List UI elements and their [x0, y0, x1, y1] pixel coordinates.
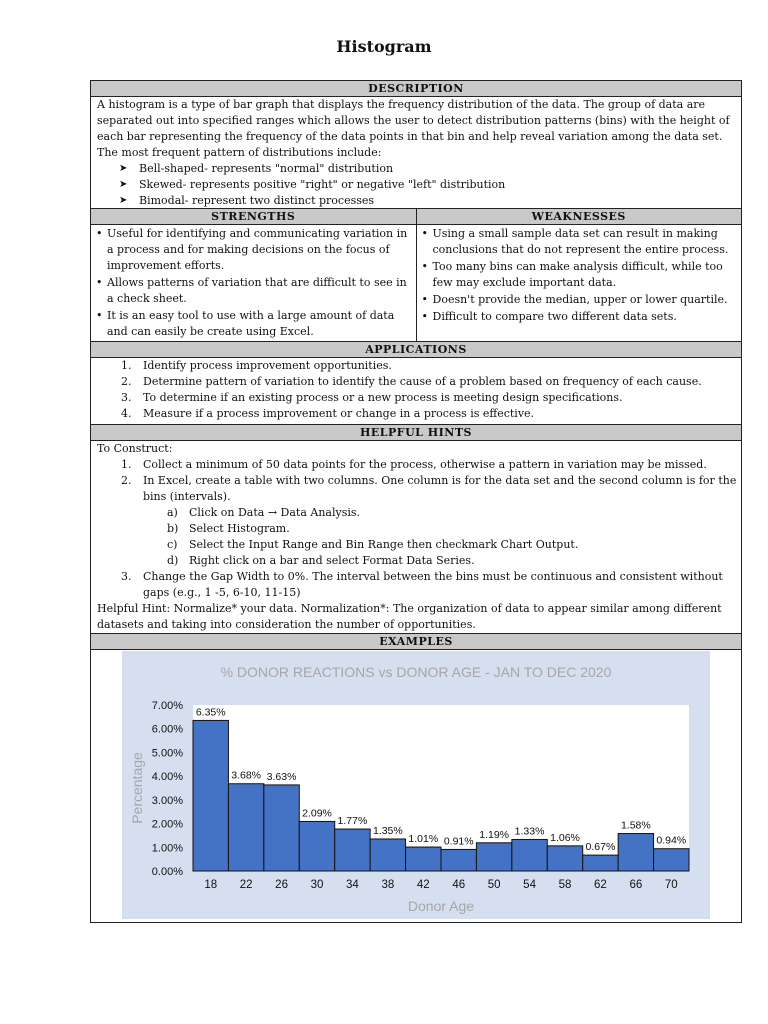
item-number: 2. [121, 375, 132, 388]
bar-value-label: 1.01% [408, 833, 439, 846]
y-tick-label: 1.00% [151, 842, 183, 855]
y-tick-label: 7.00% [151, 700, 183, 712]
item-letter: a) [167, 506, 178, 519]
item-text: In Excel, create a table with two columns. One column is for the data set and the second column is for the bins (intervals). [143, 474, 737, 503]
bar-value-label: 2.09% [302, 807, 332, 820]
x-tick-label: 34 [346, 879, 359, 891]
item-text: Collect a minimum of 50 data points for the process, otherwise a pattern in variation may be missed. [143, 458, 707, 471]
application-item [121, 406, 737, 422]
item-text: Right click on a bar and select Format Data Series. [189, 554, 475, 567]
bar [476, 843, 511, 871]
application-item [121, 390, 737, 406]
bar-value-label: 3.68% [231, 769, 262, 782]
pattern-item: ➤ Bimodal- represent two distinct processes [119, 193, 737, 209]
hint-step [121, 473, 737, 505]
weakness-item: • Difficult to compare two different data sets. [421, 309, 738, 325]
x-tick-label: 66 [629, 879, 643, 891]
x-tick-label: 50 [487, 879, 501, 891]
weakness-item: • Doesn't provide the median, upper or lower quartile. [421, 292, 738, 308]
bar [264, 785, 299, 871]
y-tick-label: 6.00% [151, 723, 183, 736]
bar [299, 821, 334, 871]
strengths-weaknesses-body [91, 225, 741, 341]
bar-value-label: 0.91% [443, 835, 474, 848]
weaknesses-column [416, 225, 742, 341]
bar [547, 846, 582, 871]
bar [618, 834, 653, 871]
item-number: 2. [121, 474, 132, 487]
item-text: Identify process improvement opportunities. [143, 359, 392, 372]
item-text: Select the Input Range and Bin Range then checkmark Chart Output. [189, 538, 579, 551]
hint-step [121, 569, 737, 601]
x-tick-label: 54 [523, 879, 536, 891]
bar [335, 829, 370, 871]
y-tick-label: 2.00% [151, 818, 183, 831]
strengths-column [91, 225, 416, 341]
hint-step [121, 457, 737, 473]
x-tick-label: 38 [381, 879, 395, 891]
item-text: Click on Data → Data Analysis. [189, 506, 361, 519]
examples-header: EXAMPLES [91, 633, 741, 650]
hint-substep [167, 521, 737, 537]
item-letter: b) [167, 522, 179, 535]
pattern-item: ➤ Bell-shaped- represents "normal" distribution [119, 161, 737, 177]
x-tick-label: 70 [664, 879, 678, 891]
x-tick-label: 30 [310, 879, 324, 891]
histogram-chart [122, 651, 710, 919]
y-tick-label: 3.00% [151, 794, 183, 807]
weakness-item: • Too many bins can make analysis difficult, while too few may exclude important data. [421, 259, 738, 291]
chart-area [122, 651, 710, 919]
bar-value-label: 1.77% [337, 815, 368, 828]
bar-value-label: 1.58% [620, 819, 651, 832]
strength-item: • Allows patterns of variation that are difficult to see in a check sheet. [95, 275, 412, 307]
bar-value-label: 1.06% [550, 831, 580, 844]
hint-substep [167, 553, 737, 569]
applications-header: APPLICATIONS [91, 341, 741, 358]
strength-item: • Useful for identifying and communicating variation in a process and for making decisions on the focus of improvement efforts. [95, 226, 412, 274]
strength-item: • It is an easy tool to use with a large amount of data and can easily be create using Excel. [95, 308, 412, 340]
weaknesses-header: WEAKNESSES [416, 208, 742, 225]
item-text: To determine if an existing process or a new process is meeting design specifications. [143, 391, 623, 404]
bar [441, 849, 476, 871]
bar-value-label: 1.33% [514, 825, 545, 838]
description-text: A histogram is a type of bar graph that displays the frequency distribution of the data. The group of data are separated out into specified ranges which allows the user to detect distribution patterns (bins) with the height of each bar representing the frequency of the data points in that bin and help reveal variation among the data set. [97, 98, 730, 143]
item-number: 3. [121, 391, 132, 404]
description-header: DESCRIPTION [91, 81, 741, 97]
bar [583, 855, 618, 871]
bar [406, 847, 441, 871]
item-number: 4. [121, 407, 132, 420]
bar [370, 839, 405, 871]
item-text: Select Histogram. [189, 522, 290, 535]
item-letter: d) [167, 554, 179, 567]
item-text: Determine pattern of variation to identify the cause of a problem based on frequency of each cause. [143, 375, 702, 388]
hints-header: HELPFUL HINTS [91, 424, 741, 441]
item-text: Change the Gap Width to 0%. The interval between the bins must be continuous and consistent without gaps (e.g., 1 -5, 6-10, 11-15) [143, 570, 723, 599]
pattern-list [97, 161, 737, 209]
applications-section [91, 358, 741, 424]
y-tick-label: 0.00% [151, 866, 183, 878]
bar [228, 784, 263, 871]
x-tick-label: 18 [204, 879, 218, 891]
examples-section [91, 650, 741, 920]
weakness-item: • Using a small sample data set can result in making conclusions that do not represent the entire process. [421, 226, 738, 258]
x-tick-label: 42 [416, 879, 430, 891]
item-letter: c) [167, 538, 178, 551]
pattern-item: ➤ Skewed- represents positive "right" or negative "left" distribution [119, 177, 737, 193]
hints-section [91, 441, 741, 633]
strengths-weaknesses-headers [91, 208, 741, 225]
description-intro: The most frequent pattern of distributions include: [97, 146, 382, 159]
x-tick-label: 58 [558, 879, 572, 891]
x-tick-label: 22 [239, 879, 253, 891]
item-text: Measure if a process improvement or change in a process is effective. [143, 407, 535, 420]
x-axis-title: Donor Age [407, 898, 475, 914]
y-axis-title: Percentage [129, 752, 145, 824]
bar [654, 849, 689, 871]
helpful-hint: Helpful Hint: Normalize* your data. Normalization*: The organization of data to appear similar among different datasets and taking into consideration the number of opportunities. [97, 602, 722, 631]
chart-title: % DONOR REACTIONS vs DONOR AGE - JAN TO DEC 2020 [220, 664, 612, 680]
x-tick-label: 62 [594, 879, 607, 891]
histogram-reference-table [90, 80, 742, 923]
strengths-header: STRENGTHS [91, 208, 416, 225]
bar [193, 720, 228, 871]
item-number: 3. [121, 570, 132, 583]
hints-intro: To Construct: [97, 442, 173, 455]
bar-value-label: 3.63% [266, 770, 297, 783]
bar-value-label: 1.35% [372, 824, 403, 837]
bar-value-label: 0.67% [585, 841, 616, 854]
hint-substep [167, 537, 737, 553]
y-tick-label: 5.00% [151, 747, 183, 760]
y-tick-label: 4.00% [151, 771, 183, 784]
description-section [91, 97, 741, 208]
bar-value-label: 1.19% [479, 828, 510, 841]
item-number: 1. [121, 458, 132, 471]
application-item [121, 374, 737, 390]
x-tick-label: 46 [452, 879, 466, 891]
bar-value-label: 6.35% [195, 706, 226, 719]
bar [512, 839, 547, 871]
application-item [121, 358, 737, 374]
bar-value-label: 0.94% [656, 834, 687, 847]
x-tick-label: 26 [275, 879, 288, 891]
item-number: 1. [121, 359, 132, 372]
page-title: Histogram [336, 37, 432, 56]
hint-substep [167, 505, 737, 521]
